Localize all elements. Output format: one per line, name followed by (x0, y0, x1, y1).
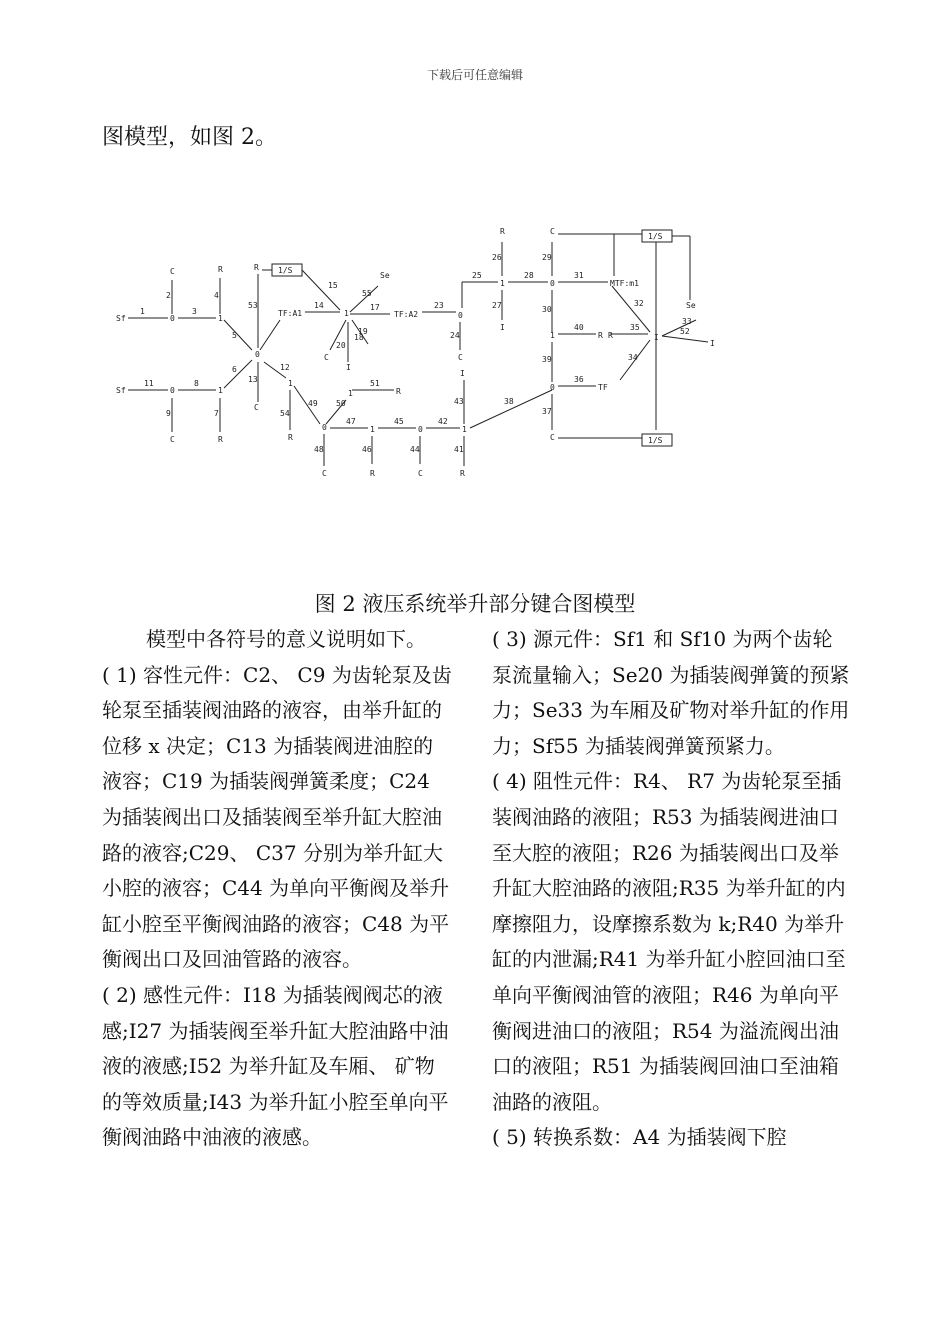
svg-text:43: 43 (454, 397, 464, 406)
figure-caption: 图 2 液压系统举升部分键合图模型 (314, 592, 636, 616)
page-header: 下载后可任意编辑 (426, 68, 523, 82)
svg-text:12: 12 (280, 363, 290, 372)
svg-text:I: I (500, 323, 505, 332)
svg-text:R: R (598, 331, 603, 340)
paragraph-intro: 模型中各符号的意义说明如下。 (146, 627, 426, 651)
svg-text:42: 42 (438, 417, 448, 426)
svg-text:0: 0 (170, 314, 175, 323)
svg-text:C: C (418, 469, 423, 478)
lead-text: 图模型，如图 2。 (102, 125, 277, 150)
svg-text:1: 1 (288, 379, 293, 388)
svg-text:1/S: 1/S (648, 232, 663, 241)
svg-text:Sf: Sf (116, 386, 126, 395)
svg-text:2: 2 (166, 291, 171, 300)
svg-text:R: R (370, 469, 375, 478)
svg-text:52: 52 (680, 327, 690, 336)
svg-text:0: 0 (322, 423, 327, 432)
svg-text:R: R (396, 387, 401, 396)
svg-text:1: 1 (500, 279, 505, 288)
svg-text:39: 39 (542, 355, 552, 364)
svg-text:1: 1 (348, 389, 353, 398)
right-column (492, 622, 852, 1156)
svg-text:0: 0 (458, 311, 463, 320)
paragraph-source: ( 3) 源元件：Sf1 和 Sf10 为两个齿轮泵流量输入；Se20 为插装阀弹簧的预紧力；Se33 为车厢及矿物对举升缸的作用力；Sf55 为插装阀弹簧预紧力。 (492, 627, 850, 758)
paragraph-transform: ( 5) 转换系数：A4 为插装阀下腔 (492, 1125, 787, 1150)
svg-text:C: C (550, 433, 555, 442)
svg-text:C: C (322, 469, 327, 478)
svg-text:55: 55 (362, 289, 372, 298)
svg-text:1: 1 (218, 386, 223, 395)
svg-text:11: 11 (144, 379, 154, 388)
svg-text:4: 4 (214, 291, 219, 300)
svg-text:29: 29 (542, 253, 552, 262)
svg-text:C: C (170, 435, 175, 444)
svg-text:TF:A2: TF:A2 (394, 310, 419, 319)
svg-text:C: C (324, 353, 329, 362)
svg-text:37: 37 (542, 407, 552, 416)
svg-text:34: 34 (628, 353, 638, 362)
svg-text:17: 17 (370, 303, 380, 312)
svg-text:5: 5 (232, 331, 237, 340)
svg-text:18: 18 (354, 333, 364, 342)
svg-text:I: I (710, 339, 715, 348)
svg-text:I: I (460, 369, 465, 378)
svg-text:27: 27 (492, 301, 502, 310)
svg-text:C: C (458, 353, 463, 362)
svg-text:1: 1 (462, 425, 467, 434)
svg-text:1: 1 (218, 314, 223, 323)
bond-graph-figure (100, 220, 860, 490)
svg-text:9: 9 (166, 409, 171, 418)
svg-text:0: 0 (170, 386, 175, 395)
svg-text:45: 45 (394, 417, 404, 426)
svg-text:48: 48 (314, 445, 324, 454)
svg-text:14: 14 (314, 301, 324, 310)
paragraph-inductive: ( 2) 感性元件：I18 为插装阀阀芯的液感;I27 为插装阀至举升缸大腔油路中油液的液感;I52 为举升缸及车厢、 矿物的等效质量;I43 为举升缸小腔至单向平衡阀油路中油液的液感。 (102, 982, 449, 1150)
paragraph-resistive: ( 4) 阻性元件：R4、 R7 为齿轮泵至插装阀油路的液阻；R53 为插装阀进油口至大腔的液阻；R26 为插装阀出口及举升缸大腔油路的液阻;R35 为举升缸的内摩擦阻力，设摩擦系数为 k;R40 为举升缸的内泄漏;R41 为举升缸小腔回油口至单向平衡阀油管的液阻；R46 为单向平衡阀进油口的液阻；R54 为溢流阀出油口的液阻；R51 为插装阀回油口至油箱油路的液阻。 (492, 769, 846, 1114)
svg-text:R: R (460, 469, 465, 478)
svg-text:13: 13 (248, 375, 258, 384)
svg-text:1/S: 1/S (278, 266, 293, 275)
svg-text:0: 0 (550, 383, 555, 392)
svg-text:49: 49 (308, 399, 318, 408)
svg-text:R: R (218, 435, 223, 444)
svg-text:Se: Se (686, 301, 696, 310)
svg-text:31: 31 (574, 271, 584, 280)
svg-text:19: 19 (358, 327, 368, 336)
left-column (102, 622, 452, 1156)
svg-text:6: 6 (232, 365, 237, 374)
svg-text:40: 40 (574, 323, 584, 332)
svg-text:41: 41 (454, 445, 464, 454)
node-label: Sf (116, 314, 126, 323)
svg-text:MTF:m1: MTF:m1 (610, 279, 639, 288)
svg-text:47: 47 (346, 417, 356, 426)
svg-text:TF:A1: TF:A1 (278, 309, 303, 318)
svg-text:50: 50 (336, 399, 346, 408)
svg-text:C: C (170, 267, 175, 276)
svg-text:38: 38 (504, 397, 514, 406)
svg-text:25: 25 (472, 271, 482, 280)
svg-text:0: 0 (550, 279, 555, 288)
svg-text:I: I (654, 333, 659, 342)
svg-text:I: I (346, 363, 351, 372)
svg-text:54: 54 (280, 409, 290, 418)
svg-text:36: 36 (574, 375, 584, 384)
svg-text:8: 8 (194, 379, 199, 388)
svg-text:33: 33 (682, 317, 692, 326)
svg-text:1/S: 1/S (648, 436, 663, 445)
svg-text:32: 32 (634, 299, 644, 308)
svg-text:30: 30 (542, 305, 552, 314)
svg-text:R: R (608, 331, 613, 340)
svg-text:C: C (254, 403, 259, 412)
svg-text:Se: Se (380, 271, 390, 280)
svg-text:28: 28 (524, 271, 534, 280)
svg-text:1: 1 (344, 309, 349, 318)
svg-text:3: 3 (192, 307, 197, 316)
svg-text:0: 0 (255, 350, 260, 359)
svg-text:R: R (254, 263, 259, 272)
svg-text:R: R (288, 433, 293, 442)
svg-text:7: 7 (214, 409, 219, 418)
svg-text:1: 1 (370, 425, 375, 434)
svg-text:TF: TF (598, 383, 608, 392)
svg-text:R: R (218, 265, 223, 274)
svg-text:51: 51 (370, 379, 380, 388)
svg-text:R: R (500, 227, 505, 236)
svg-text:1: 1 (550, 331, 555, 340)
paragraph-capacitive: ( 1) 容性元件：C2、 C9 为齿轮泵及齿轮泵至插装阀油路的液容，由举升缸的位移 x 决定；C13 为插装阀进油腔的液容；C19 为插装阀弹簧柔度；C24 为插装阀出口及插装阀至举升缸大腔油路的液容;C29、 C37 分别为举升缸大小腔的液容；C44 为单向平衡阀及举升缸小腔至平衡阀油路的液容；C48 为平衡阀出口及回油管路的液容。 (102, 662, 452, 972)
svg-text:24: 24 (450, 331, 460, 340)
svg-text:26: 26 (492, 253, 502, 262)
svg-text:44: 44 (410, 445, 420, 454)
svg-text:53: 53 (248, 301, 258, 310)
svg-text:46: 46 (362, 445, 372, 454)
svg-text:0: 0 (418, 425, 423, 434)
svg-text:1: 1 (140, 307, 145, 316)
svg-text:20: 20 (336, 341, 346, 350)
svg-text:35: 35 (630, 323, 640, 332)
svg-text:15: 15 (328, 281, 338, 290)
svg-text:23: 23 (434, 301, 444, 310)
svg-text:C: C (550, 227, 555, 236)
